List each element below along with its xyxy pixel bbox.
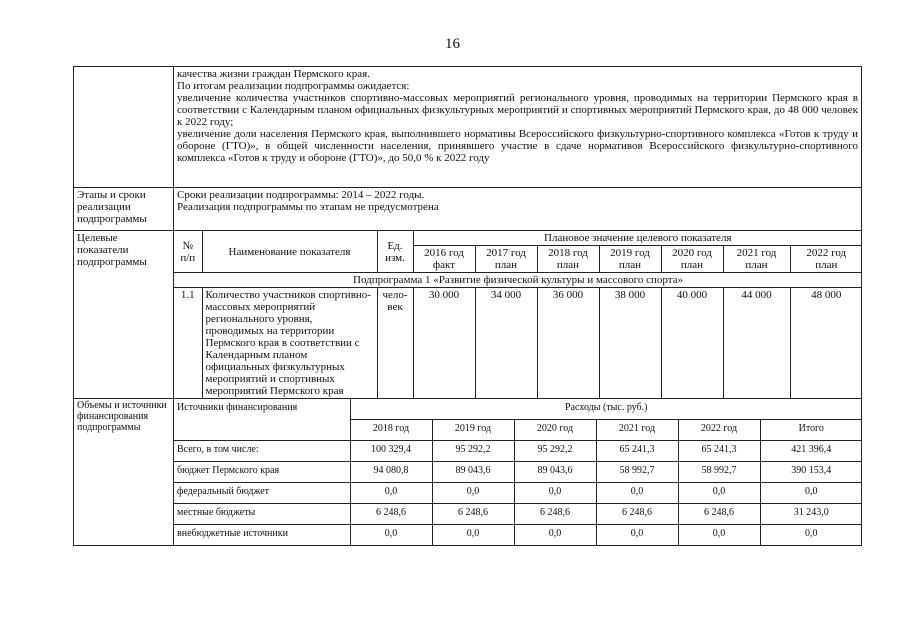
year-header: 2020 год план (661, 246, 723, 273)
expected-results-text (174, 67, 862, 188)
table-row (174, 462, 862, 483)
finance-value: 89 043,6 (432, 462, 514, 483)
finance-row-label: внебюджетные источники (174, 525, 350, 546)
indicator-value: 30 000 (413, 288, 475, 399)
finance-value: 0,0 (350, 525, 432, 546)
finance-value: 94 080,8 (350, 462, 432, 483)
finance-year-header: 2022 год (678, 420, 760, 441)
year-header: 2017 год план (475, 246, 537, 273)
finance-value: 6 248,6 (432, 504, 514, 525)
finance-row-label: Всего, в том числе: (174, 441, 350, 462)
expected-results-row (74, 67, 862, 188)
expected-results-line: увеличение количества участников спортивно-массовых мероприятий регионального уровня, проводимых на территории Пермского края в соответствии с Календарным планом официальных физкультурных мероприятий и спортивных мероприятий Пермского края, до 48 000 человек к 2022 году; (177, 92, 858, 128)
finance-year-header: Итого (760, 420, 862, 441)
indicator-value: 36 000 (537, 288, 599, 399)
col-header-no: № п/п (174, 231, 202, 273)
table-row (174, 483, 862, 504)
finance-value: 31 243,0 (760, 504, 862, 525)
indicator-value: 38 000 (599, 288, 661, 399)
finance-value: 0,0 (596, 483, 678, 504)
finance-value: 0,0 (350, 483, 432, 504)
finance-row-label: федеральный бюджет (174, 483, 350, 504)
finance-value: 95 292,2 (432, 441, 514, 462)
finance-row (74, 399, 862, 546)
indicator-no: 1.1 (174, 288, 202, 399)
stages-row (74, 188, 862, 231)
finance-row-label: бюджет Пермского края (174, 462, 350, 483)
expected-results-line: По итогам реализации подпрограммы ожидается: (177, 80, 410, 92)
col-header-unit: Ед. изм. (377, 231, 413, 273)
indicator-unit: чело-век (377, 288, 413, 399)
table-row (174, 504, 862, 525)
year-header: 2016 год факт (413, 246, 475, 273)
finance-value: 6 248,6 (350, 504, 432, 525)
stages-text (174, 188, 862, 231)
finance-year-header: 2019 год (432, 420, 514, 441)
finance-value: 0,0 (678, 525, 760, 546)
year-header: 2022 год план (790, 246, 862, 273)
finance-value: 0,0 (432, 483, 514, 504)
finance-row-label: местные бюджеты (174, 504, 350, 525)
subprogram-title: Подпрограмма 1 «Развитие физической культуры и массового спорта» (174, 273, 862, 288)
passport-table (73, 66, 861, 546)
finance-value: 58 992,7 (596, 462, 678, 483)
finance-value: 0,0 (760, 525, 862, 546)
expected-results-label-cell (74, 67, 174, 188)
expected-results-line: увеличение доли населения Пермского края, выполнившего нормативы Всероссийского физкультурно-спортивного комплекса «Готов к труду и обороне (ГТО)», в общей численности населения, принявшего участие в сдаче нормативов Всероссийского физкультурно-спортивного комплекса «Готов к труду и обороне (ГТО)», до 50,0 % к 2022 году (177, 128, 858, 164)
indicator-value: 40 000 (661, 288, 723, 399)
finance-value: 421 396,4 (760, 441, 862, 462)
finance-value: 0,0 (678, 483, 760, 504)
finance-value: 58 992,7 (678, 462, 760, 483)
targets-label: Целевые показатели подпрограммы (74, 231, 174, 399)
finance-value: 0,0 (514, 483, 596, 504)
table-row (174, 441, 862, 462)
expected-results-line: качества жизни граждан Пермского края. (177, 68, 370, 80)
indicator-value: 34 000 (475, 288, 537, 399)
targets-row (74, 231, 862, 399)
finance-value: 0,0 (760, 483, 862, 504)
stages-label: Этапы и сроки реализации подпрограммы (74, 188, 174, 231)
finance-value: 65 241,3 (678, 441, 760, 462)
page-number: 16 (445, 36, 460, 52)
finance-col-source: Источники финансирования (174, 399, 350, 441)
finance-value: 6 248,6 (678, 504, 760, 525)
table-row (174, 288, 862, 399)
indicator-value: 44 000 (723, 288, 790, 399)
year-header: 2018 год план (537, 246, 599, 273)
finance-value: 95 292,2 (514, 441, 596, 462)
stages-line: Сроки реализации подпрограммы: 2014 – 2022 годы. (177, 189, 425, 201)
finance-value: 100 329,4 (350, 441, 432, 462)
stages-line: Реализация подпрограммы по этапам не предусмотрена (177, 201, 439, 213)
indicator-name: Количество участников спортивно-массовых мероприятий регионального уровня, проводимых на территории Пермского края в соответствии с Календарным планом официальных физкультурных мероприятий и спортивных мероприятий Пермского края (202, 288, 377, 399)
finance-value: 0,0 (514, 525, 596, 546)
targets-table-cell (174, 231, 862, 399)
finance-value: 89 043,6 (514, 462, 596, 483)
finance-value: 6 248,6 (514, 504, 596, 525)
finance-col-expenses: Расходы (тыс. руб.) (350, 399, 862, 420)
finance-year-header: 2020 год (514, 420, 596, 441)
finance-value: 0,0 (596, 525, 678, 546)
finance-year-header: 2018 год (350, 420, 432, 441)
finance-value: 0,0 (432, 525, 514, 546)
finance-value: 6 248,6 (596, 504, 678, 525)
table-row (174, 525, 862, 546)
col-header-name: Наименование показателя (202, 231, 377, 273)
finance-label: Объемы и источники финансирования подпрограммы (74, 399, 174, 546)
year-header: 2019 год план (599, 246, 661, 273)
col-header-planned: Плановое значение целевого показателя (413, 231, 862, 246)
finance-value: 65 241,3 (596, 441, 678, 462)
year-header: 2021 год план (723, 246, 790, 273)
finance-table-cell (174, 399, 862, 546)
targets-table (174, 231, 862, 398)
indicator-value: 48 000 (790, 288, 862, 399)
finance-table (174, 399, 862, 545)
finance-value: 390 153,4 (760, 462, 862, 483)
finance-year-header: 2021 год (596, 420, 678, 441)
